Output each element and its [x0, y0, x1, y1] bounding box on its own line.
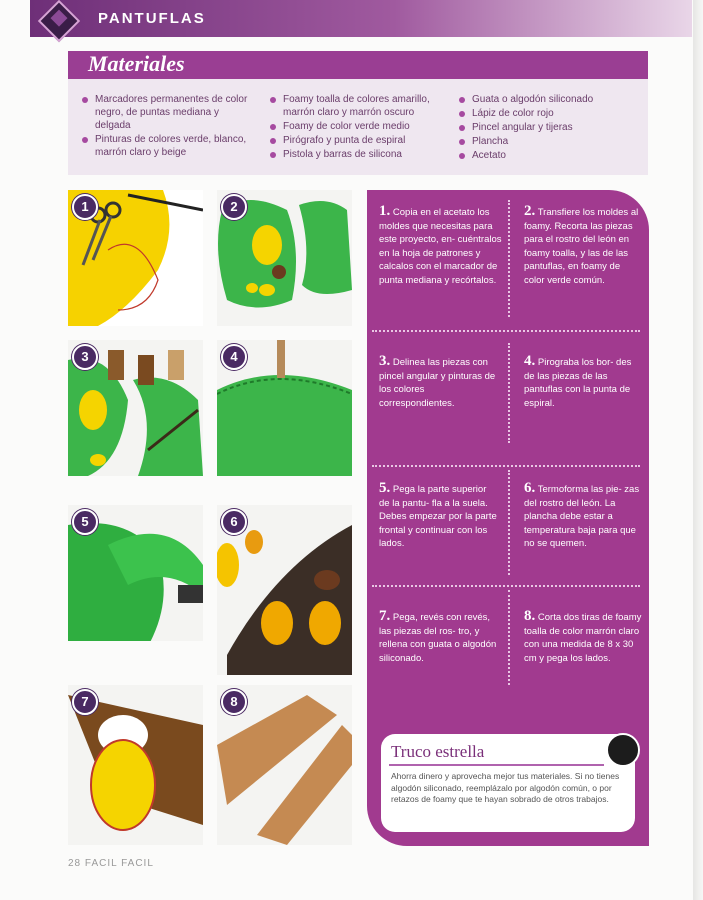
materials-column-2 [270, 93, 445, 162]
page-footer: 28 FACIL FACIL [68, 858, 154, 869]
step-photo-8 [217, 685, 352, 845]
material-item: Pincel angular y tijeras [459, 121, 629, 134]
step-photo-4 [217, 340, 352, 476]
tip-underline [389, 764, 604, 766]
step-number-badge: 2 [221, 194, 247, 220]
divider [372, 585, 640, 587]
divider [508, 590, 510, 685]
step-number-badge: 4 [221, 344, 247, 370]
step-6: 6. Termoforma las pie- zas del rostro del león. La plancha debe estar a temperatura baja para que no se quemen. [524, 480, 640, 549]
materials-column-1 [82, 93, 257, 160]
section-title: PANTUFLAS [98, 10, 206, 27]
step-4: 4. Pirograba los bor- des de las piezas de las pantuflas con la punta de espiral. [524, 353, 632, 409]
material-item: Lápiz de color rojo [459, 107, 629, 120]
divider [372, 330, 640, 332]
material-item: Plancha [459, 135, 629, 148]
material-item: Foamy de color verde medio [270, 120, 445, 133]
material-item: Guata o algodón siliconado [459, 93, 629, 106]
material-item: Pistola y barras de silicona [270, 148, 445, 161]
materials-title: Materiales [88, 51, 185, 76]
divider [508, 200, 510, 317]
step-photo-2 [217, 190, 352, 326]
step-5: 5. Pega la parte superior de la pantu- fla a la suela. Debes empezar por la parte frontal y continuar con los lados. [379, 480, 497, 549]
material-item: Pinturas de colores verde, blanco, marrón claro y beige [82, 133, 257, 159]
divider [508, 343, 510, 443]
step-number-badge: 3 [72, 344, 98, 370]
step-photo-3 [68, 340, 203, 476]
step-number-badge: 5 [72, 509, 98, 535]
step-photo-6 [217, 505, 352, 675]
material-item: Acetato [459, 149, 629, 162]
page-edge [693, 0, 703, 900]
step-photo-5 [68, 505, 203, 641]
tip-title: Truco estrella [391, 742, 485, 761]
step-1: 1. Copia en el acetato los moldes que necesitas para este proyecto, en- cuéntralos en la hoja de patrones y calcalos con el marcador de punta mediana y recórtalos. [379, 203, 502, 286]
step-7: 7. Pega, revés con revés, las piezas del ros- tro, y rellena con guata o algodón siliconado. [379, 608, 497, 664]
tip-text: Ahorra dinero y aprovecha mejor tus materiales. Si no tienes algodón siliconado, reemplázalo por algodón común, o por retazos de foamy que te hayan sobrado de otros trabajos. [391, 771, 620, 804]
step-photo-1 [68, 190, 203, 326]
step-number-badge: 7 [72, 689, 98, 715]
step-8: 8. Corta dos tiras de foamy toalla de color marrón claro con una medida de 8 x 30 cm y pega los lados. [524, 608, 642, 664]
step-photo-7 [68, 685, 203, 845]
step-number-badge: 6 [221, 509, 247, 535]
material-item: Pirógrafo y punta de espiral [270, 134, 445, 147]
divider [372, 465, 640, 467]
step-number-badge: 8 [221, 689, 247, 715]
star-tip-icon [606, 733, 640, 767]
divider [508, 470, 510, 575]
step-2: 2. Transfiere los moldes al foamy. Recorta las piezas para el rostro del león en foamy toalla, y las de las pantuflas, en foamy de color verde común. [524, 203, 639, 286]
materials-column-3 [459, 93, 629, 163]
material-item: Marcadores permanentes de color negro, de puntas mediana y delgada [82, 93, 257, 132]
material-item: Foamy toalla de colores amarillo, marrón claro y marrón oscuro [270, 93, 445, 119]
step-number-badge: 1 [72, 194, 98, 220]
step-3: 3. Delinea las piezas con pincel angular y pinturas de los colores correspondientes. [379, 353, 496, 409]
